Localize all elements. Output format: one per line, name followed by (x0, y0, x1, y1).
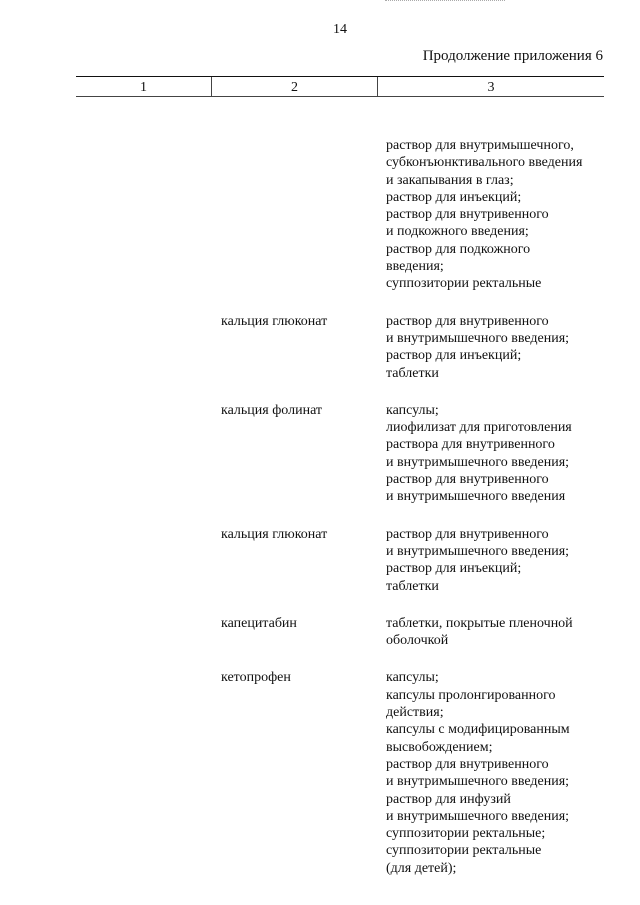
table-row (0, 526, 640, 595)
table-header-top-rule (76, 76, 604, 77)
dosage-form-line: и внутримышечного введения; (386, 774, 570, 790)
dosage-forms (386, 137, 616, 293)
dosage-form-line: раствор для внутривенного (386, 526, 549, 542)
dosage-form-line: капсулы; (386, 402, 439, 418)
column-header-1: 1 (140, 80, 147, 95)
drug-name: кальция фолинат (221, 402, 323, 418)
column-header-3: 3 (487, 80, 495, 95)
dosage-form-line: и внутримышечного введения; (386, 808, 570, 824)
dosage-forms (386, 526, 616, 595)
dosage-form-line: раствор для внутривенного (386, 472, 549, 488)
dosage-form-line: и подкожного введения; (386, 224, 529, 240)
page-number: 14 (333, 22, 347, 37)
dosage-form-line: раствор для внутривенного (386, 207, 549, 223)
dosage-form-line: действия; (386, 705, 444, 721)
table-body (0, 117, 640, 877)
dosage-form-line: субконъюнктивального введения (386, 155, 583, 171)
dosage-forms (386, 313, 616, 382)
dosage-forms (386, 669, 616, 877)
dosage-form-line: введения; (386, 259, 444, 275)
dosage-form-line: капсулы с модифицированным (386, 722, 570, 738)
dosage-form-line: и внутримышечного введения (386, 489, 566, 505)
dosage-form-line: капсулы; (386, 670, 439, 686)
dosage-form-line: капсулы пролонгированного (386, 687, 556, 703)
table-row (0, 615, 640, 650)
dosage-form-line: и внутримышечного введения; (386, 454, 570, 470)
dosage-form-line: раствор для инъекций; (386, 189, 522, 205)
drug-name: кальция глюконат (221, 313, 328, 329)
dosage-form-line: раствор для внутривенного (386, 756, 549, 772)
dosage-form-line: раствора для внутривенного (386, 437, 555, 453)
dosage-form-line: таблетки (386, 365, 439, 381)
table-row (0, 313, 640, 382)
dosage-form-line: раствор для внутривенного (386, 313, 549, 329)
dosage-form-line: суппозитории ректальные; (386, 826, 546, 842)
drug-name: кальция глюконат (221, 526, 328, 542)
scan-artifact (385, 0, 505, 4)
table-row (0, 137, 640, 293)
dosage-form-line: оболочкой (386, 633, 449, 649)
dosage-form-line: раствор для внутримышечного, (386, 138, 574, 153)
dosage-form-line: раствор для инъекций; (386, 561, 522, 577)
dosage-form-line: и внутримышечного введения; (386, 330, 570, 346)
dosage-form-line: раствор для инъекций; (386, 348, 522, 364)
table-row (0, 402, 640, 506)
dosage-forms (386, 402, 616, 506)
dosage-form-line: (для детей); (386, 860, 457, 876)
dosage-form-line: лиофилизат для приготовления (386, 420, 572, 436)
dosage-form-line: таблетки (386, 578, 439, 594)
dosage-forms (386, 615, 616, 650)
dosage-form-line: раствор для подкожного (386, 241, 531, 257)
drug-name: капецитабин (221, 615, 297, 631)
dosage-form-line: суппозитории ректальные (386, 276, 542, 292)
dosage-form-line: таблетки, покрытые пленочной (386, 615, 573, 631)
dosage-form-line: суппозитории ректальные (386, 843, 542, 859)
dosage-form-line: раствор для инфузий (386, 791, 511, 807)
column-header-2: 2 (291, 80, 298, 95)
table-row (0, 669, 640, 877)
dosage-form-line: и внутримышечного введения; (386, 543, 570, 559)
dosage-form-line: высвобождением; (386, 739, 493, 755)
dosage-form-line: и закапывания в глаз; (386, 172, 514, 188)
table-header-bottom-rule (76, 96, 604, 97)
drug-name: кетопрофен (221, 670, 291, 686)
continuation-title: Продолжение приложения 6 (422, 48, 603, 64)
